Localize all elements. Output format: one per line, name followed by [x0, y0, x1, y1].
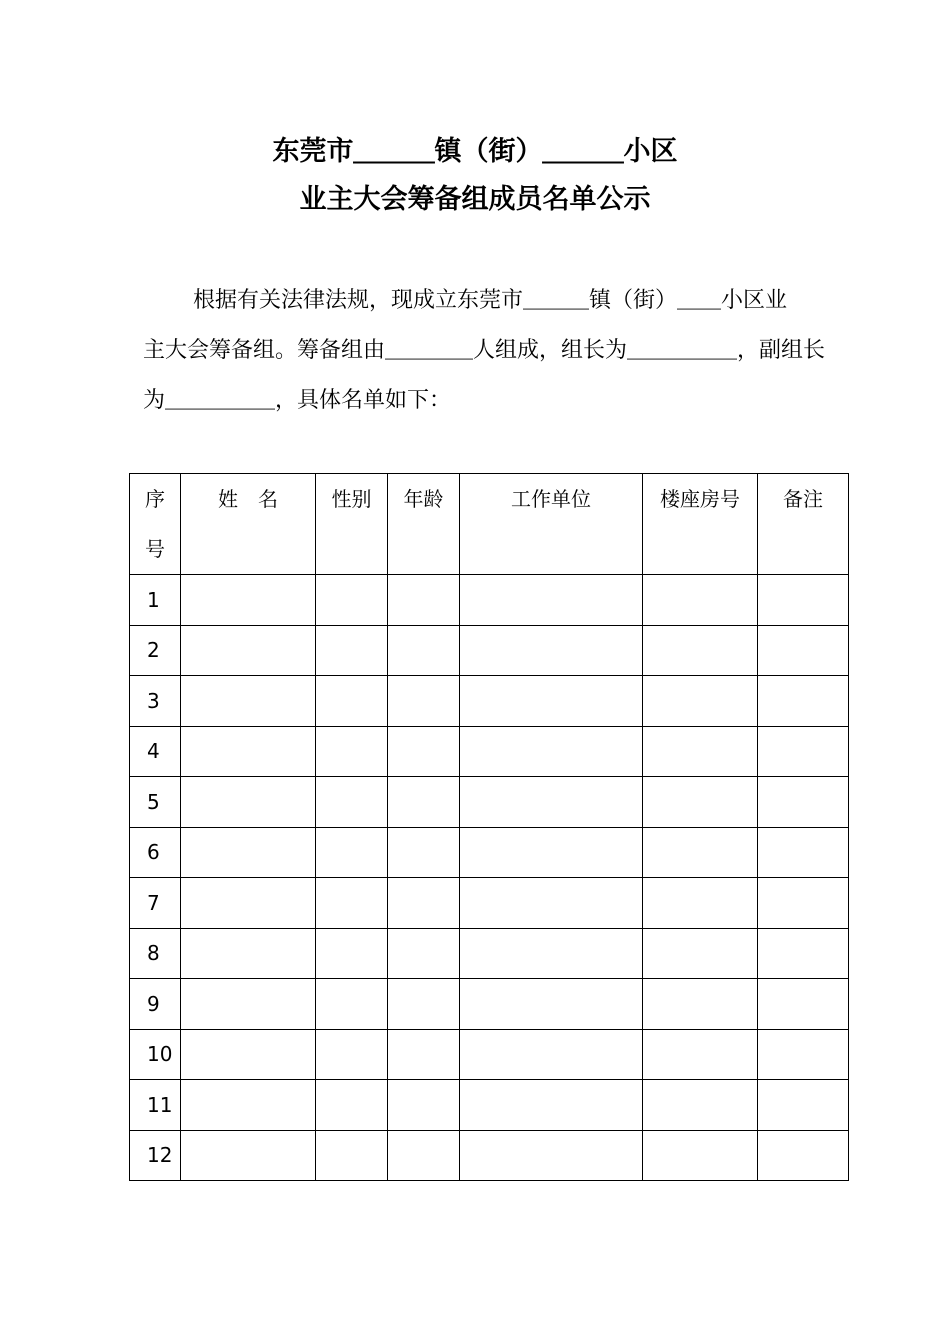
age-cell — [388, 928, 460, 979]
employer-cell — [460, 1130, 643, 1181]
name-cell — [181, 1080, 316, 1131]
header-employer: 工作单位 — [460, 474, 643, 575]
age-cell — [388, 777, 460, 828]
remarks-cell — [758, 676, 849, 727]
age-cell — [388, 979, 460, 1030]
table-row — [130, 1130, 849, 1181]
gender-cell — [316, 575, 388, 626]
employer-cell — [460, 1029, 643, 1080]
intro-line-1: 根据有关法律法规，现成立东莞市＿＿＿镇（街）＿＿小区业 — [193, 288, 788, 313]
table-row — [130, 625, 849, 676]
name-cell — [181, 878, 316, 929]
table-row — [130, 878, 849, 929]
gender-cell — [316, 928, 388, 979]
table-row — [130, 1080, 849, 1131]
header-remarks: 备注 — [758, 474, 849, 575]
employer-cell — [460, 928, 643, 979]
seq-cell: 3 — [130, 676, 181, 727]
employer-cell — [460, 777, 643, 828]
unit-cell — [643, 928, 758, 979]
employer-cell — [460, 726, 643, 777]
header-name: 姓 名 — [181, 474, 316, 575]
seq-cell: 9 — [130, 979, 181, 1030]
seq-cell: 1 — [130, 575, 181, 626]
remarks-cell — [758, 625, 849, 676]
table-row — [130, 575, 849, 626]
employer-cell — [460, 878, 643, 929]
unit-cell — [643, 1130, 758, 1181]
name-cell — [181, 726, 316, 777]
remarks-cell — [758, 1080, 849, 1131]
header-seq: 序号 — [130, 474, 181, 575]
unit-cell — [643, 979, 758, 1030]
name-cell — [181, 1029, 316, 1080]
remarks-cell — [758, 827, 849, 878]
name-cell — [181, 575, 316, 626]
seq-cell: 11 — [130, 1080, 181, 1131]
table-row — [130, 777, 849, 828]
table-row — [130, 1029, 849, 1080]
unit-cell — [643, 878, 758, 929]
intro-line-2: 主大会筹备组。筹备组由＿＿＿＿人组成，组长为＿＿＿＿＿，副组长 — [143, 338, 826, 363]
name-cell — [181, 827, 316, 878]
gender-cell — [316, 1029, 388, 1080]
unit-cell — [643, 827, 758, 878]
remarks-cell — [758, 928, 849, 979]
table-header-row — [130, 474, 849, 575]
unit-cell — [643, 676, 758, 727]
age-cell — [388, 878, 460, 929]
age-cell — [388, 1080, 460, 1131]
employer-cell — [460, 827, 643, 878]
employer-cell — [460, 1080, 643, 1131]
unit-cell — [643, 1080, 758, 1131]
employer-cell — [460, 979, 643, 1030]
gender-cell — [316, 878, 388, 929]
gender-cell — [316, 827, 388, 878]
table-row — [130, 928, 849, 979]
seq-cell: 10 — [130, 1029, 181, 1080]
gender-cell — [316, 979, 388, 1030]
seq-cell: 12 — [130, 1130, 181, 1181]
age-cell — [388, 726, 460, 777]
unit-cell — [643, 1029, 758, 1080]
age-cell — [388, 1130, 460, 1181]
unit-cell — [643, 726, 758, 777]
age-cell — [388, 575, 460, 626]
employer-cell — [460, 676, 643, 727]
table-row — [130, 979, 849, 1030]
age-cell — [388, 625, 460, 676]
seq-cell: 8 — [130, 928, 181, 979]
remarks-cell — [758, 1130, 849, 1181]
title-line-1: 东莞市＿＿＿镇（街）＿＿＿小区 — [272, 136, 678, 167]
gender-cell — [316, 726, 388, 777]
intro-line-3: 为＿＿＿＿＿，具体名单如下： — [143, 388, 452, 413]
table-row — [130, 726, 849, 777]
remarks-cell — [758, 777, 849, 828]
unit-cell — [643, 575, 758, 626]
remarks-cell — [758, 979, 849, 1030]
age-cell — [388, 1029, 460, 1080]
header-gender: 性别 — [316, 474, 388, 575]
remarks-cell — [758, 575, 849, 626]
seq-cell: 6 — [130, 827, 181, 878]
name-cell — [181, 928, 316, 979]
table-row — [130, 676, 849, 727]
seq-cell: 7 — [130, 878, 181, 929]
seq-cell: 4 — [130, 726, 181, 777]
name-cell — [181, 979, 316, 1030]
table-row — [130, 827, 849, 878]
header-unit: 楼座房号 — [643, 474, 758, 575]
gender-cell — [316, 1080, 388, 1131]
name-cell — [181, 625, 316, 676]
gender-cell — [316, 676, 388, 727]
employer-cell — [460, 575, 643, 626]
gender-cell — [316, 777, 388, 828]
header-age: 年龄 — [388, 474, 460, 575]
name-cell — [181, 1130, 316, 1181]
remarks-cell — [758, 878, 849, 929]
seq-cell: 2 — [130, 625, 181, 676]
gender-cell — [316, 1130, 388, 1181]
name-cell — [181, 676, 316, 727]
employer-cell — [460, 625, 643, 676]
remarks-cell — [758, 1029, 849, 1080]
age-cell — [388, 676, 460, 727]
member-roster-table — [129, 473, 849, 1181]
name-cell — [181, 777, 316, 828]
title-line-2: 业主大会筹备组成员名单公示 — [299, 184, 651, 215]
unit-cell — [643, 777, 758, 828]
age-cell — [388, 827, 460, 878]
remarks-cell — [758, 726, 849, 777]
unit-cell — [643, 625, 758, 676]
seq-cell: 5 — [130, 777, 181, 828]
gender-cell — [316, 625, 388, 676]
